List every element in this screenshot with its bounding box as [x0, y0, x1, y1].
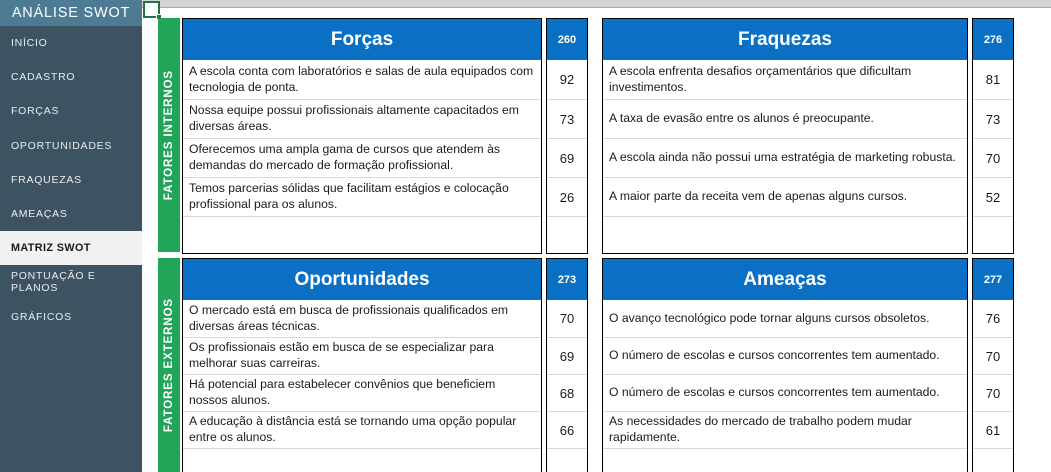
row-text: Os profissionais estão em busca de se especializar para melhorar suas carreiras. [189, 340, 494, 370]
quadrant-fraquezas [602, 18, 1014, 254]
row-score[interactable]: 73 [973, 99, 1013, 138]
row-text: O avanço tecnológico pode tornar alguns cursos obsoletos. [609, 310, 930, 325]
quadrant-ameacas [602, 258, 1014, 472]
row-text: O mercado está em busca de profissionais qualificados em diversas áreas técnicas. [189, 302, 509, 333]
sidebar-item-label: FRAQUEZAS [11, 173, 82, 186]
sidebar-item-label: GRÁFICOS [11, 310, 72, 323]
row-score[interactable]: 69 [547, 337, 587, 374]
row-text: Nossa equipe possui profissionais altamente capacitados em diversas áreas. [189, 103, 519, 133]
table-row[interactable] [603, 138, 967, 177]
sidebar-item-label: OPORTUNIDADES [11, 139, 113, 152]
quadrant-oportunidades-title: Oportunidades [183, 259, 541, 300]
table-row[interactable] [183, 99, 541, 138]
row-score[interactable]: 92 [559, 72, 575, 87]
sidebar-item-cadastro[interactable] [0, 60, 142, 94]
quadrant-oportunidades-scores [546, 258, 588, 472]
row-text: A escola conta com laboratórios e salas de aula equipados com tecnologia de ponta. [189, 63, 534, 94]
row-score[interactable]: 70 [973, 337, 1013, 374]
row-score[interactable] [973, 448, 1013, 472]
row-score[interactable] [973, 216, 1013, 253]
table-row[interactable] [603, 337, 967, 374]
quadrant-forcas-items [182, 18, 542, 254]
row-score[interactable]: 66 [547, 411, 587, 448]
row-score[interactable]: 76 [985, 311, 1001, 326]
table-row[interactable] [603, 411, 967, 448]
sidebar-nav-list [0, 26, 142, 334]
table-row[interactable] [183, 177, 541, 216]
row-score[interactable]: 68 [547, 374, 587, 411]
row-text: A educação à distância está se tornando uma opção popular entre os alunos. [189, 414, 517, 444]
table-row[interactable] [183, 138, 541, 177]
table-row[interactable] [603, 448, 967, 472]
sidebar-item-forcas[interactable] [0, 94, 142, 128]
row-text: O número de escolas e cursos concorrentes tem aumentado. [609, 348, 940, 363]
table-row[interactable] [183, 337, 541, 374]
sidebar-item-graficos[interactable] [0, 300, 142, 334]
sidebar-item-fraquezas[interactable] [0, 163, 142, 197]
quadrant-fraquezas-items [602, 18, 968, 254]
quadrant-forcas-scores [546, 18, 588, 254]
sidebar-item-pontuacao-e-planos[interactable] [0, 265, 142, 299]
sidebar-title: ANÁLISE SWOT [0, 0, 142, 26]
quadrant-fraquezas-title: Fraquezas [603, 19, 967, 60]
row-score[interactable] [547, 216, 587, 253]
sidebar-item-label: MATRIZ SWOT [11, 242, 91, 255]
table-row[interactable] [183, 216, 541, 253]
quadrant-fraquezas-total: 276 [973, 19, 1013, 60]
quadrant-ameacas-scores [972, 258, 1014, 472]
table-row[interactable] [603, 177, 967, 216]
row-score[interactable]: 70 [973, 374, 1013, 411]
table-row[interactable] [603, 216, 967, 253]
quadrant-forcas [182, 18, 588, 254]
row-score[interactable]: 26 [547, 177, 587, 216]
sidebar-item-label: AMEAÇAS [11, 208, 68, 221]
row-text: Há potencial para estabelecer convênios que beneficiem nossos alunos. [189, 377, 496, 407]
quadrant-oportunidades-items [182, 258, 542, 472]
band-fatores-externos-label: FATORES EXTERNOS [163, 297, 175, 433]
sidebar-item-label: FORÇAS [11, 105, 60, 118]
band-fatores-internos-label: FATORES INTERNOS [163, 69, 175, 201]
row-score[interactable] [547, 448, 587, 472]
row-score[interactable]: 70 [559, 311, 575, 326]
row-text: As necessidades do mercado de trabalho podem mudar rapidamente. [609, 414, 912, 444]
band-fatores-internos [158, 18, 180, 252]
quadrant-ameacas-total: 277 [973, 259, 1013, 300]
sidebar-item-label: PONTUAÇÃO E PLANOS [11, 270, 96, 295]
table-row[interactable] [603, 374, 967, 411]
quadrant-fraquezas-scores [972, 18, 1014, 254]
row-score[interactable]: 61 [973, 411, 1013, 448]
sidebar-item-inicio[interactable] [0, 26, 142, 60]
table-row[interactable] [603, 300, 967, 337]
sidebar-item-matriz-swot[interactable] [0, 231, 142, 265]
band-fatores-externos [158, 258, 180, 472]
quadrant-ameacas-items [602, 258, 968, 472]
row-text: A escola ainda não possui uma estratégia de marketing robusta. [609, 150, 956, 165]
quadrant-forcas-total: 260 [547, 19, 587, 60]
spreadsheet-top-filler [142, 9, 1051, 17]
row-score[interactable]: 70 [973, 138, 1013, 177]
row-text: A taxa de evasão entre os alunos é preocupante. [609, 111, 874, 126]
sidebar-item-oportunidades[interactable] [0, 129, 142, 163]
row-text: Oferecemos uma ampla gama de cursos que atendem às demandas do mercado de formação profissional. [189, 142, 500, 172]
quadrant-oportunidades-total: 273 [547, 259, 587, 300]
table-row[interactable] [183, 300, 541, 337]
sidebar [0, 0, 142, 472]
table-row[interactable] [603, 60, 967, 99]
table-row[interactable] [183, 374, 541, 411]
sidebar-item-label: INÍCIO [11, 37, 48, 50]
table-row[interactable] [183, 60, 541, 99]
spreadsheet-top-band [142, 0, 1051, 8]
sidebar-item-ameacas[interactable] [0, 197, 142, 231]
row-score[interactable]: 69 [547, 138, 587, 177]
row-score[interactable]: 52 [973, 177, 1013, 216]
quadrant-ameacas-title: Ameaças [603, 259, 967, 300]
sidebar-item-label: CADASTRO [11, 71, 76, 84]
table-row[interactable] [183, 448, 541, 472]
row-text: A escola enfrenta desafios orçamentários que dificultam investimentos. [609, 63, 912, 94]
table-row[interactable] [603, 99, 967, 138]
row-text: A maior parte da receita vem de apenas alguns cursos. [609, 189, 908, 204]
table-row[interactable] [183, 411, 541, 448]
quadrant-forcas-title: Forças [183, 19, 541, 60]
row-score[interactable]: 81 [985, 72, 1001, 87]
row-score[interactable]: 73 [547, 99, 587, 138]
row-text: Temos parcerias sólidas que facilitam estágios e colocação profissional para os alunos. [189, 181, 509, 211]
row-text: O número de escolas e cursos concorrentes tem aumentado. [609, 385, 940, 400]
quadrant-oportunidades [182, 258, 588, 472]
